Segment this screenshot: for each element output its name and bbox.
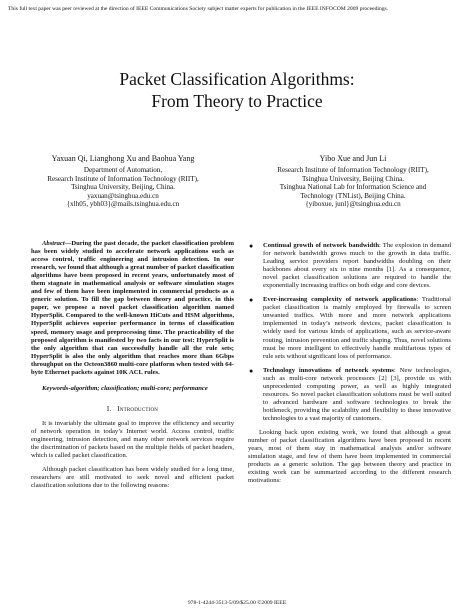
section-title: Introduction	[117, 404, 159, 413]
author-email: {yiboxue, junl}@tsinghua.edu.cn	[305, 200, 401, 209]
bullet-item	[248, 242, 451, 290]
bullet-text: : New technologies, such as multi-core network processors [2] [3], provide us with unprecedented computing power, as well as highly integrated resources. So novel packet classification solutions must be well suited to advanced hardware and software technologies to break the bottleneck, providing the scalability and flexibility to these innovative technologies to a vast majority of customers.	[263, 366, 451, 422]
keywords	[31, 385, 234, 393]
affiliation-left-line: Tsinghua University, Beijing, China.	[71, 183, 175, 192]
bullet-dot-icon: ●	[249, 242, 254, 250]
authors-left-block	[18, 153, 228, 209]
intro-paragraph: It is invariably the ultimate goal to improve the efficiency and security of network operation in today’s Internet world. Access control, traffic engineering, intrusion detection, and many other network services require the discrimination of packets based on the multiple fields of packet headers, which is called packet classification.	[31, 419, 234, 460]
authors-right-names: Yibo Xue and Jun Li	[319, 154, 387, 163]
author-email: yaxuan@tsinghua.edu.cn	[87, 191, 159, 200]
keywords-label: Keywords-	[42, 384, 71, 392]
bullet-dot-icon: ●	[249, 366, 254, 375]
section-heading	[31, 405, 234, 413]
bullet-heading: Continual growth of network bandwidth	[263, 242, 379, 249]
section-number: I.	[106, 404, 112, 413]
authors-left-names: Yaxuan Qi, Lianghong Xu and Baohua Yang	[51, 154, 195, 163]
keywords-text: algorithm; classification; multi-core; performance	[70, 384, 208, 392]
abstract-text: —During the past decade, the packet classification problem has been widely studied to accelerate network applications such as access control, traffic engineering and intrusion detection. In our research, we found that although a great number of packet classification algorithms have been proposed in recent years, unfortunately most of them stagnate in mathematical analysis or software simulation stages and few of them have been implemented in commercial products as a generic solution. To fill the gap between theory and practice, in this paper, we propose a novel packet classification algorithm named HyperSplit. Compared to the well-known HiCuts and HSM algorithms, HyperSplit achieves superior performance in terms of classification speed, memory usage and preprocessing time. The practicability of the proposed algorithm is manifested by two facts in our test: HyperSplit is the only algorithm that can successfully handle all the rule sets; HyperSplit is also the only algorithm that reaches more than 6Gbps throughput on the Octeon3860 multi-core platform when tested with 64-byte Ethernet packets against 10K ACL rules.	[31, 240, 234, 376]
affiliation-left-line: Department of Automation,	[83, 166, 163, 174]
affiliation-right-line: Tsinghua National Lab for Information Science and	[279, 183, 427, 192]
bullet-text: : The explosion in demand for network bandwidth grows much to the growth in data traffic. Leading service providers report bandwidths doubling on their backbones about every six to nine months [1]. As a consequence, novel packet classification solutions are required to handle the exponentially increasing traffics on both edge and core devices.	[263, 242, 451, 290]
bullet-dot-icon: ●	[249, 296, 254, 305]
bullet-item	[248, 367, 451, 423]
paper-title-line-1: Packet Classification Algorithms:	[119, 69, 355, 89]
abstract-label: Abstract	[42, 240, 65, 247]
abstract	[31, 240, 234, 377]
bullet-text: : Traditional packet classification is mainly employed by firewalls to screen unwanted traffics. With more and more network applications implemented in today’s network devices, packet classification is widely used for various kinds of applications, such as service-aware routing, intrusion prevention and traffic shaping. Thus, novel solutions must be more intelligent to effectively handle multifarious types of rule sets without significant loss of performance.	[263, 296, 451, 360]
body-paragraph: Looking back upon existing work, we found that although a great number of packet classification algorithms have been proposed in recent years, most of them stay in mathematical analysis and/or software simulation stage, and few of them have been implemented in commercial products as a generic solution. The gap between theory and practice in existing work can be summarized according to the different research motivations:	[248, 428, 451, 485]
bullet-item	[248, 296, 451, 360]
proceedings-note: This full text paper was peer reviewed at the direction of IEEE Communications Society subject matter experts for publication in the IEEE INFOCOM 2009 proceedings.	[8, 6, 389, 12]
author-email: {xlh05, ybh03}@mails.tsinghua.edu.cn	[66, 200, 180, 209]
affiliation-left-line: Research Institute of Information Technology (RIIT),	[47, 174, 199, 183]
affiliation-right-line: Tsinghua University, Beijing China.	[301, 174, 405, 183]
bullet-heading: Ever-increasing complexity of network applications	[263, 296, 417, 304]
authors-right-block	[248, 153, 458, 209]
copyright-footer: 978-1-4244-3513-5/09/$25.00 ©2009 IEEE	[187, 600, 287, 606]
left-column	[31, 240, 234, 490]
right-column	[248, 242, 451, 485]
bullet-heading: Technology innovations of network systems	[263, 366, 394, 374]
intro-paragraph: Although packet classification has been widely studied for a long time, researchers are still motivated to seek novel and efficient packet classification solutions due to the following reasons:	[31, 466, 234, 490]
affiliation-right-line: Research Institute of Information Technology (RIIT),	[277, 166, 429, 174]
affiliation-right-line: Technology (TNList), Beijing China.	[300, 191, 406, 200]
paper-title-line-2: From Theory to Practice	[151, 91, 323, 111]
